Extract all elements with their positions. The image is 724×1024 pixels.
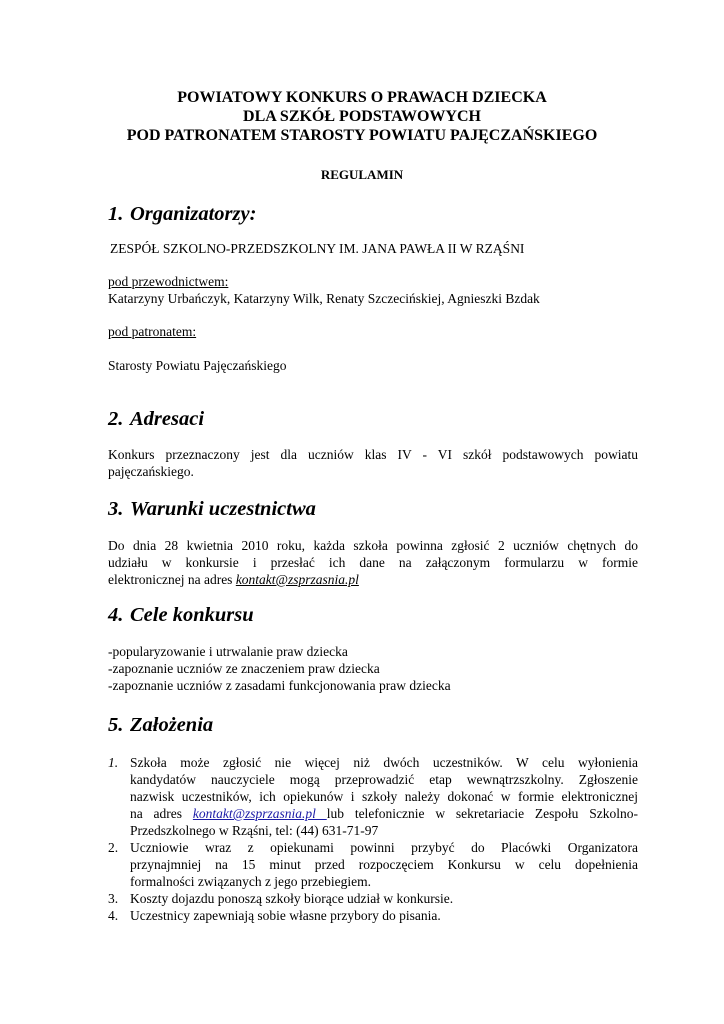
list-item-1-line-4-suffix: lub telefonicznie w sekretariacie Zespołu Szkolno- [326, 806, 638, 821]
list-item-1-line-5: Przedszkolnego w Rząśni, tel: (44) 631-71-97 [130, 823, 379, 838]
section-3-text-line-2: udziału w konkursie i przesłać ich dane na załączonym formularzu w formie [108, 555, 638, 570]
section-3-number: 3. [108, 498, 124, 520]
list-item-1 [130, 754, 638, 839]
list-item-2-line-3: formalności związanych z jego przebiegiem. [130, 874, 372, 889]
section-3-heading [108, 497, 316, 521]
section-5-heading [108, 713, 213, 737]
patron-name: Starosty Powiatu Pajęczańskiego [108, 358, 287, 373]
section-1-title: Organizatorzy: [130, 203, 257, 225]
contact-email-link[interactable]: kontakt@zsprzasnia.pl [235, 572, 359, 587]
section-4-heading [108, 603, 254, 627]
list-item-2 [130, 839, 638, 890]
section-3-text-prefix: elektronicznej na adres [108, 572, 236, 587]
contact-email-link[interactable]: kontakt@zsprzasnia.pl [192, 806, 327, 821]
list-item-3: Koszty dojazdu ponoszą szkoły biorące udział w konkursie. [130, 891, 454, 906]
list-item-4: Uczestnicy zapewniają sobie własne przybory do pisania. [130, 908, 441, 923]
organizer-name: ZESPÓŁ SZKOLNO-PRZEDSZKOLNY IM. JANA PAWŁA II W RZĄŚNI [110, 241, 525, 256]
goal-item: -popularyzowanie i utrwalanie praw dziecka [108, 644, 348, 659]
section-4-title: Cele konkursu [130, 604, 254, 626]
section-2-number: 2. [108, 408, 124, 430]
list-item-1-line-3: nazwisk uczestników, ich opiekunów i szkoły należy dokonać w formie elektronicznej [130, 789, 638, 804]
section-2-heading [108, 407, 204, 431]
goal-item: -zapoznanie uczniów ze znaczeniem praw dziecka [108, 661, 380, 676]
list-item-3-number: 3. [108, 891, 119, 906]
list-item-1-line-4 [130, 805, 638, 822]
section-2-title: Adresaci [130, 408, 205, 430]
document-title-line-2: DLA SZKÓŁ PODSTAWOWYCH [243, 108, 481, 125]
section-1-heading [108, 202, 256, 226]
list-item-1-number: 1. [108, 755, 119, 770]
section-2-text-line-1: Konkurs przeznaczony jest dla uczniów klas IV - VI szkół podstawowych powiatu [108, 447, 638, 462]
patron-label: pod patronatem: [108, 324, 197, 339]
section-1-number: 1. [108, 203, 124, 225]
section-3-title: Warunki uczestnictwa [130, 498, 316, 520]
section-2-text-line-2: pajęczańskiego. [108, 464, 194, 479]
list-item-2-number: 2. [108, 840, 119, 855]
document-title-line-1: POWIATOWY KONKURS O PRAWACH DZIECKA [177, 89, 547, 106]
section-4-number: 4. [108, 604, 124, 626]
list-item-1-line-2: kandydatów nauczyciele mogą przeprowadzić etap wewnątrzszkolny. Zgłoszenie [130, 772, 638, 787]
document-title-line-3: POD PATRONATEM STAROSTY POWIATU PAJĘCZAŃSKIEGO [126, 127, 598, 144]
list-item-1-line-1: Szkoła może zgłosić nie więcej niż dwóch uczestników. W celu wyłonienia [130, 755, 638, 770]
list-item-4-number: 4. [108, 908, 119, 923]
document-subtitle: REGULAMIN [320, 167, 404, 182]
list-item-2-line-2: przynajmniej na 15 minut przed rozpoczęciem Konkursu w celu dopełnienia [130, 857, 638, 872]
section-5-number: 5. [108, 714, 124, 736]
list-item-1-line-4-prefix: na adres [130, 806, 193, 821]
section-3-text-line-3 [108, 571, 638, 588]
section-5-title: Założenia [130, 714, 214, 736]
chair-names: Katarzyny Urbańczyk, Katarzyny Wilk, Renaty Szczecińskiej, Agnieszki Bzdak [108, 291, 540, 306]
section-3-text-line-1: Do dnia 28 kwietnia 2010 roku, każda szkoła powinna zgłosić 2 uczniów chętnych do [108, 538, 638, 553]
chair-label: pod przewodnictwem: [108, 274, 229, 289]
list-item-2-line-1: Uczniowie wraz z opiekunami powinni przybyć do Placówki Organizatora [130, 840, 638, 855]
goal-item: -zapoznanie uczniów z zasadami funkcjonowania praw dziecka [108, 678, 451, 693]
